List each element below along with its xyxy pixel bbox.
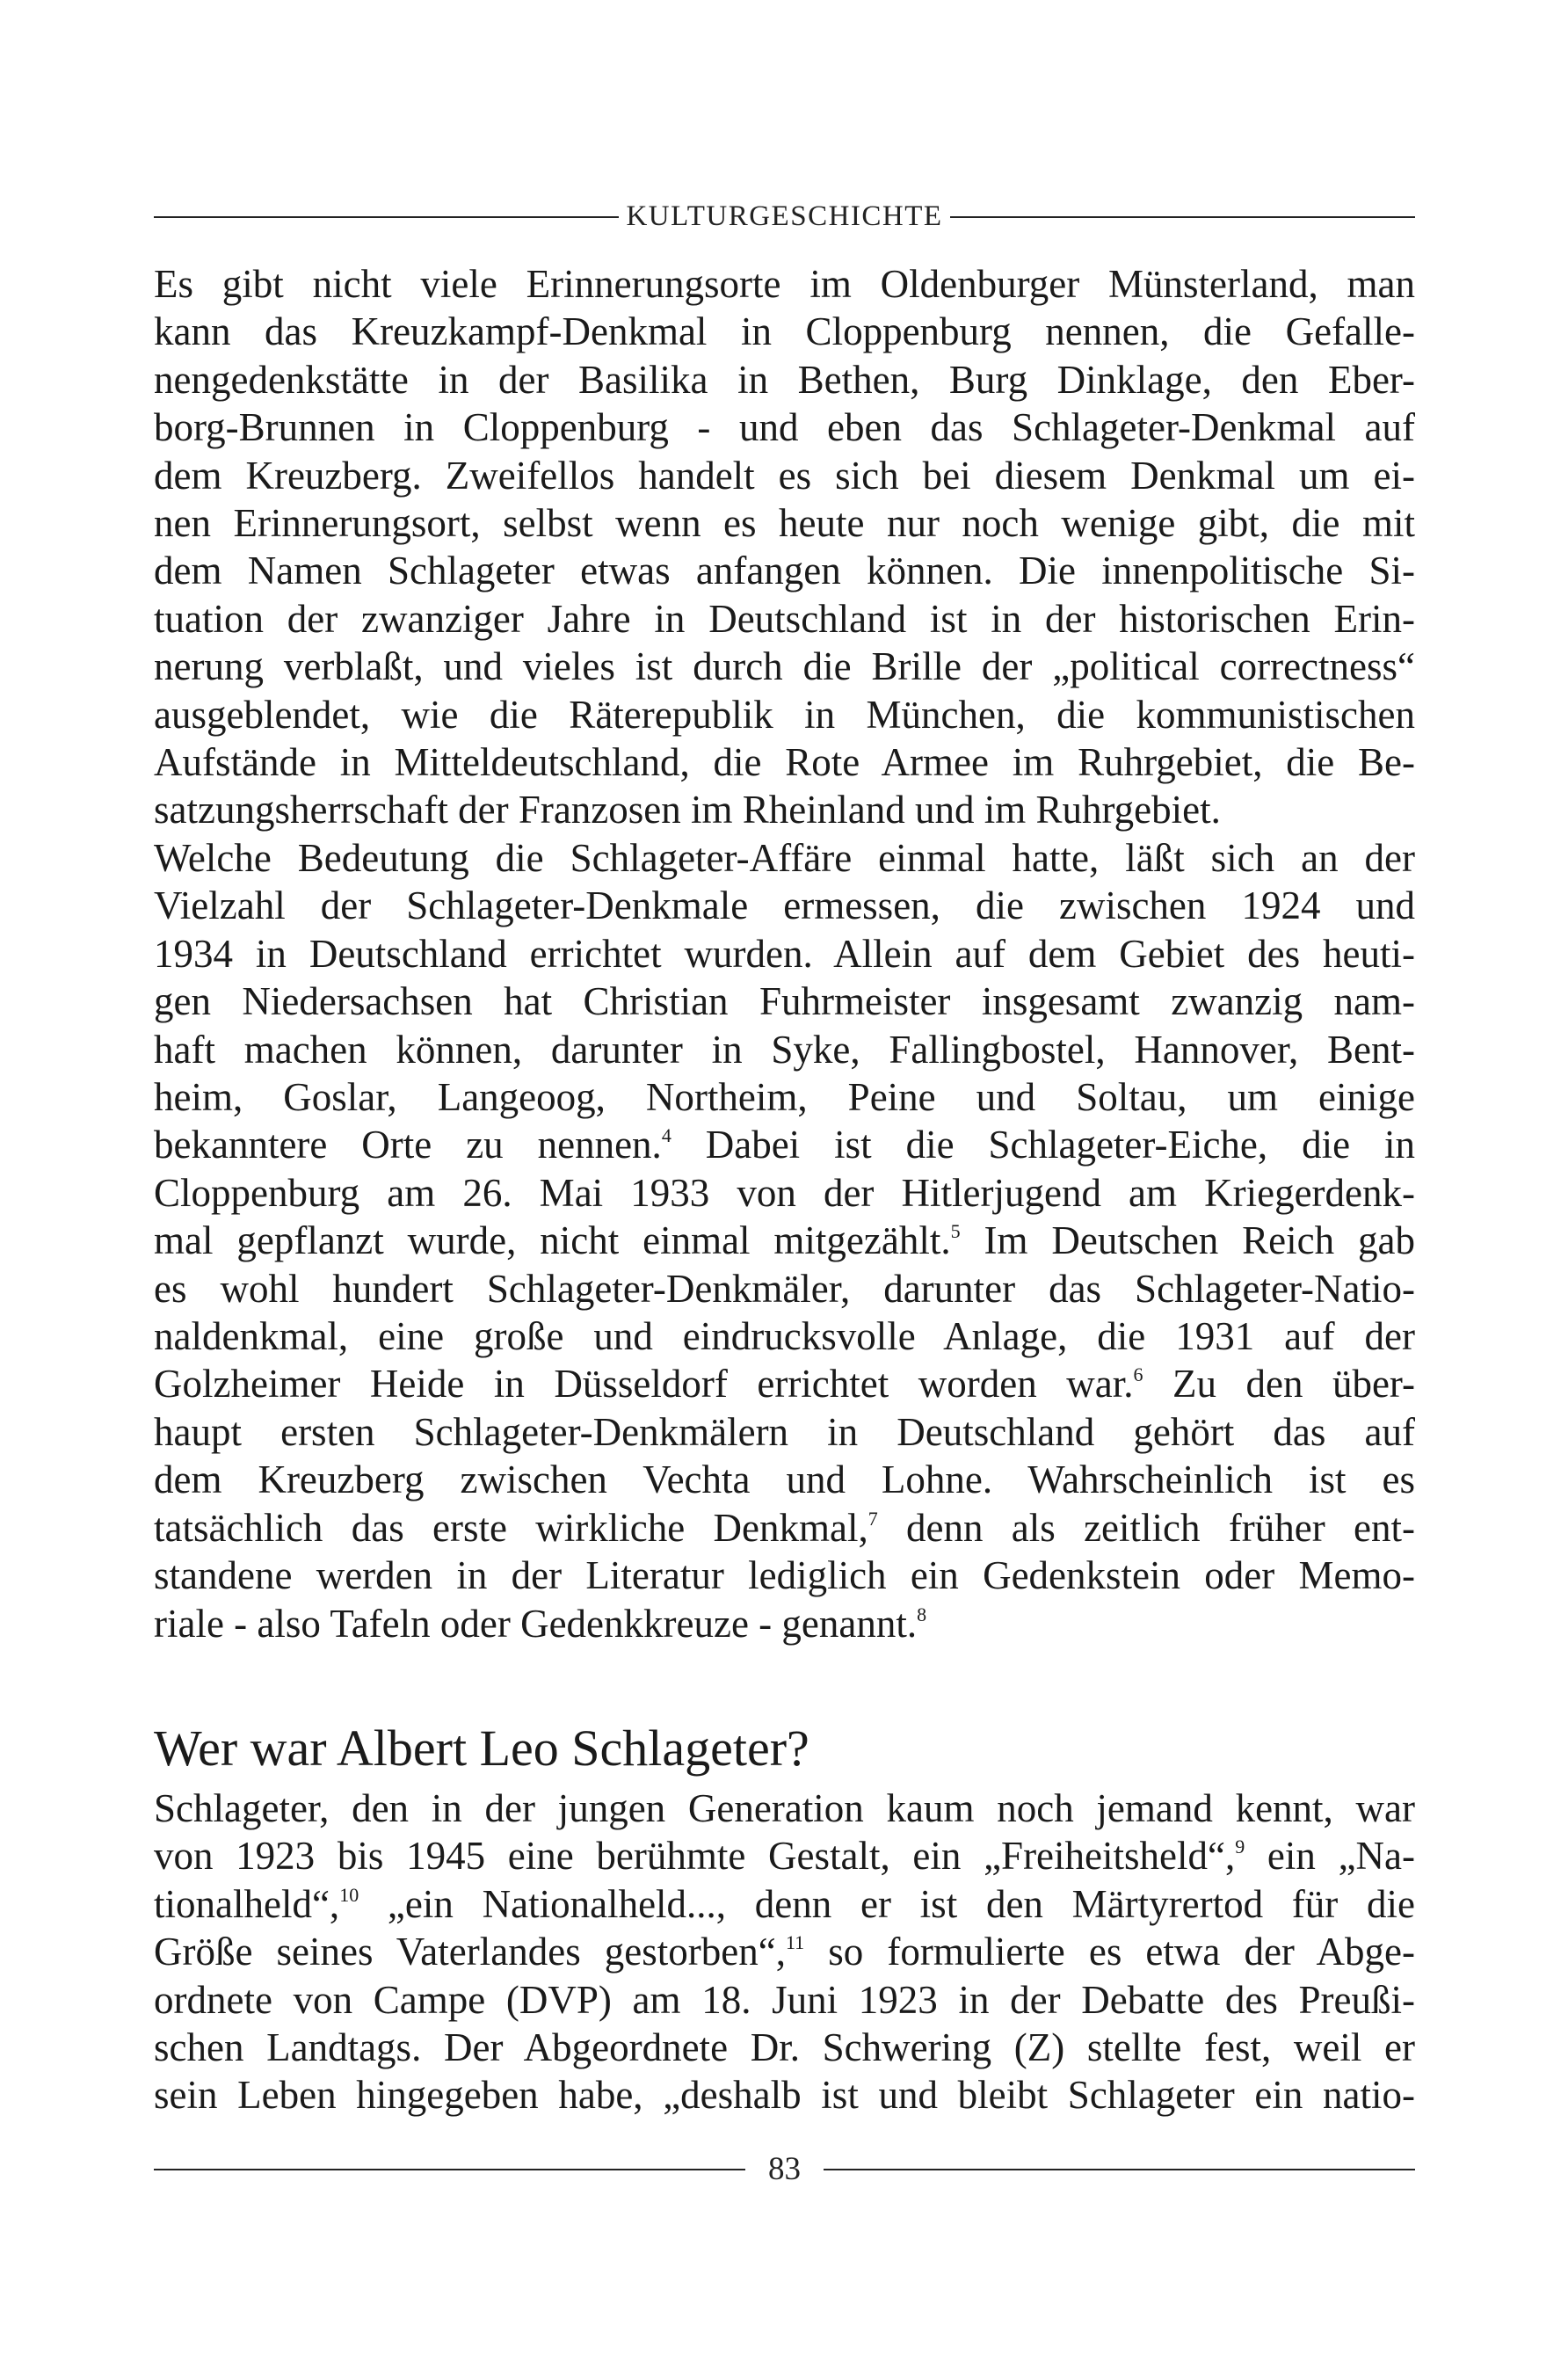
page-footer	[154, 2150, 1415, 2188]
footnote-ref-9: 9	[1235, 1836, 1245, 1858]
text-line: satzungsherrschaft der Franzosen im Rheinland und im Ruhrgebiet.	[154, 788, 1221, 832]
text-line	[154, 1880, 1415, 1928]
footnote-ref-6: 6	[1133, 1363, 1143, 1386]
text-line: ordnete von Campe (DVP) am 18. Juni 1923 in der Debatte des Preußi-	[154, 1977, 1415, 2022]
footnote-ref-4: 4	[661, 1124, 671, 1147]
text-line: dem Namen Schlageter etwas anfangen können. Die innenpolitische Si-	[154, 549, 1415, 593]
line-text: Golzheimer Heide in Düsseldorf errichtet worden war.	[154, 1362, 1134, 1407]
text-line: heim, Goslar, Langeoog, Northeim, Peine und Soltau, um einige	[154, 1075, 1415, 1120]
footnote-ref-10: 10	[339, 1883, 359, 1906]
footnote-ref-11: 11	[785, 1931, 805, 1954]
text-line: standene werden in der Literatur lediglich ein Gedenkstein oder Memo-	[154, 1553, 1415, 1598]
text-line: Schlageter, den in der jungen Generation kaum noch jemand kennt, war	[154, 1786, 1415, 1830]
text-line: es wohl hundert Schlageter-Denkmäler, darunter das Schlageter-Natio-	[154, 1266, 1415, 1311]
text-line: nerung verblaßt, und vieles ist durch die Brille der „political correctness“	[154, 644, 1415, 689]
section-heading: Wer war Albert Leo Schlageter?	[154, 1719, 809, 1777]
line-text: Dabei ist die Schlageter-Eiche, die in	[671, 1123, 1415, 1167]
text-line: Aufstände in Mitteldeutschland, die Rote Armee im Ruhrgebiet, die Be-	[154, 740, 1415, 785]
line-text: bekanntere Orte zu nennen.	[154, 1123, 662, 1167]
text-line: Cloppenburg am 26. Mai 1933 von der Hitlerjugend am Kriegerdenk-	[154, 1170, 1415, 1215]
running-head-title: KULTURGESCHICHTE	[626, 200, 943, 232]
line-text: Größe seines Vaterlandes gestorben“,	[154, 1930, 786, 1974]
text-line: kann das Kreuzkampf-Denkmal in Cloppenburg nennen, die Gefalle-	[154, 309, 1415, 354]
text-line: nengedenkstätte in der Basilika in Bethen, Burg Dinklage, den Eber-	[154, 357, 1415, 402]
running-head-rule-right	[950, 216, 1415, 218]
line-text: Zu den über-	[1143, 1362, 1415, 1407]
text-line: Es gibt nicht viele Erinnerungsorte im Oldenburger Münsterland, man	[154, 262, 1415, 306]
text-line: tuation der zwanziger Jahre in Deutschland ist in der historischen Erin-	[154, 596, 1415, 641]
text-line	[154, 1928, 1415, 1975]
text-line: haft machen können, darunter in Syke, Fallingbostel, Hannover, Bent-	[154, 1027, 1415, 1072]
running-head	[154, 200, 1415, 233]
line-text: Im Deutschen Reich gab	[960, 1218, 1415, 1263]
text-line	[154, 1600, 1415, 1647]
text-line: nen Erinnerungsort, selbst wenn es heute nur noch wenige gibt, die mit	[154, 501, 1415, 546]
text-line: sein Leben hingegeben habe, „deshalb ist und bleibt Schlageter ein natio-	[154, 2073, 1415, 2118]
text-line: borg-Brunnen in Cloppenburg - und eben das Schlageter-Denkmal auf	[154, 405, 1415, 450]
paragraph-1	[154, 260, 1415, 834]
footer-rule-right	[824, 2169, 1415, 2170]
line-text: mal gepflanzt wurde, nicht einmal mitgezählt.	[154, 1218, 951, 1263]
text-line: gen Niedersachsen hat Christian Fuhrmeister insgesamt zwanzig nam-	[154, 979, 1415, 1024]
text-line	[154, 1121, 1415, 1168]
footnote-ref-5: 5	[950, 1220, 961, 1243]
running-head-rule-left	[154, 216, 619, 218]
line-text: tatsächlich das erste wirkliche Denkmal,	[154, 1505, 868, 1550]
line-text: so formulierte es etwa der Abge-	[804, 1930, 1415, 1974]
line-text: riale - also Tafeln oder Gedenkkreuze - genannt.	[154, 1601, 918, 1646]
text-line: 1934 in Deutschland errichtet wurden. Allein auf dem Gebiet des heuti-	[154, 931, 1415, 976]
text-line: haupt ersten Schlageter-Denkmälern in Deutschland gehört das auf	[154, 1409, 1415, 1454]
line-text: ein „Na-	[1245, 1834, 1415, 1879]
text-line	[154, 1504, 1415, 1552]
footer-rule-left	[154, 2169, 745, 2170]
text-line: dem Kreuzberg. Zweifellos handelt es sich bei diesem Denkmal um ei-	[154, 453, 1415, 498]
line-text: von 1923 bis 1945 eine berühmte Gestalt, ein „Freiheitsheld“,	[154, 1834, 1236, 1879]
paragraph-3	[154, 1785, 1415, 2119]
text-line	[154, 1360, 1415, 1407]
text-line: ausgeblendet, wie die Räterepublik in München, die kommunistischen	[154, 692, 1415, 737]
text-line	[154, 1832, 1415, 1879]
line-text: „ein Nationalheld..., denn er ist den Märtyrertod für die	[359, 1881, 1415, 1926]
text-line: Vielzahl der Schlageter-Denkmale ermessen, die zwischen 1924 und	[154, 883, 1415, 928]
line-text: denn als zeitlich früher ent-	[877, 1505, 1416, 1550]
text-line: naldenkmal, eine große und eindrucksvolle Anlage, die 1931 auf der	[154, 1314, 1415, 1359]
text-line: dem Kreuzberg zwischen Vechta und Lohne. Wahrscheinlich ist es	[154, 1458, 1415, 1502]
text-line	[154, 1217, 1415, 1264]
page-number: 83	[768, 2151, 801, 2187]
text-line: schen Landtags. Der Abgeordnete Dr. Schwering (Z) stellte fest, weil er	[154, 2025, 1415, 2070]
footnote-ref-8: 8	[917, 1603, 927, 1625]
text-line: Welche Bedeutung die Schlageter-Affäre einmal hatte, läßt sich an der	[154, 836, 1415, 880]
paragraph-2	[154, 834, 1415, 1647]
line-text: tionalheld“,	[154, 1881, 340, 1926]
footnote-ref-7: 7	[867, 1507, 878, 1530]
